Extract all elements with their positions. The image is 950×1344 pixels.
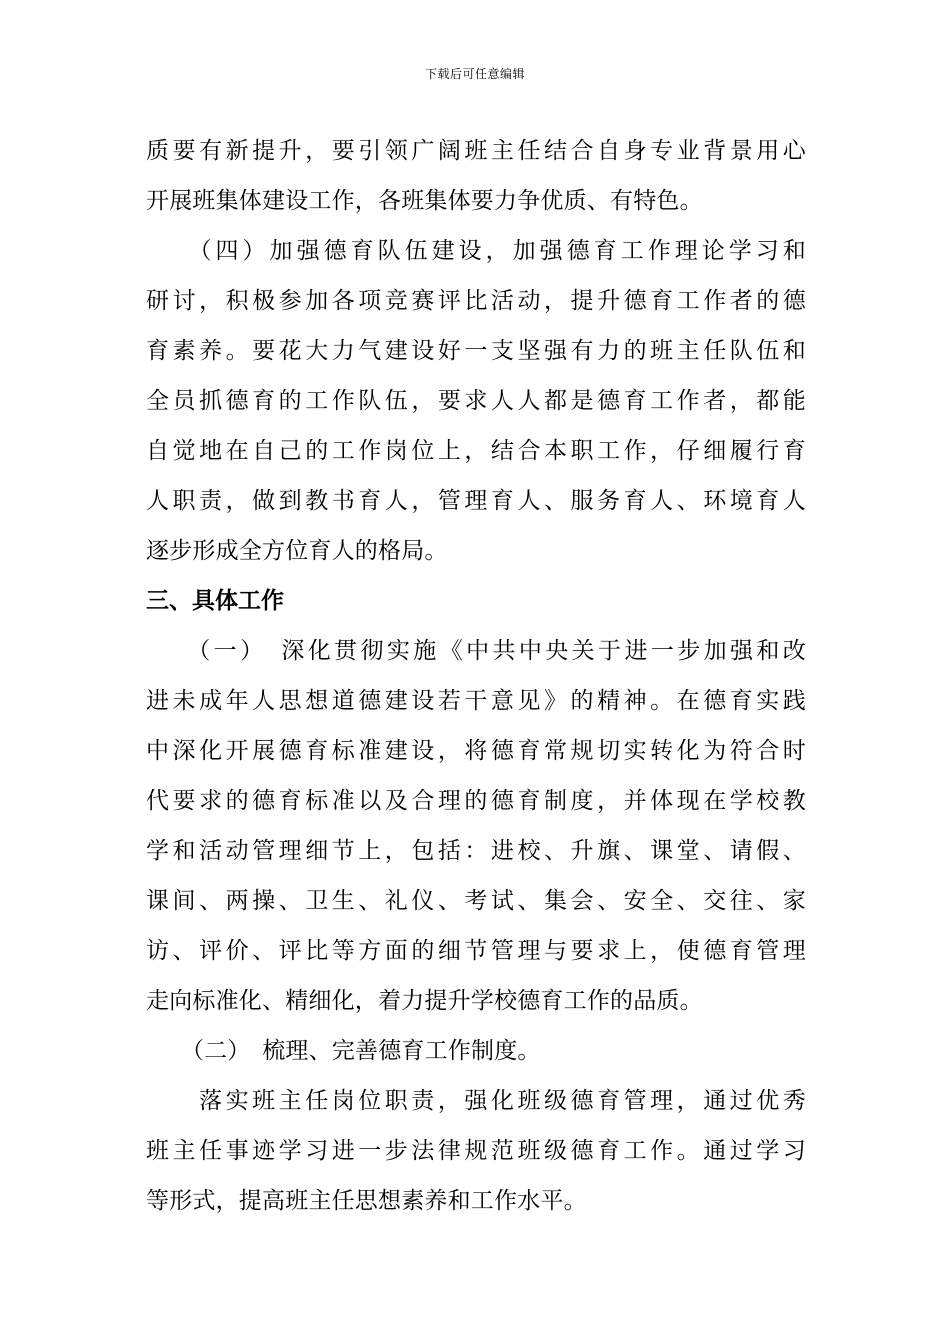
page-header: 下载后可任意编辑 [424,67,525,81]
paragraph-line: （四）加强德育队伍建设，加强德育工作理论学习和 [146,238,806,264]
paragraph-line: 自觉地在自己的工作岗位上，结合本职工作，仔细履行育 [146,438,806,464]
section-heading: 三、具体工作 [146,588,284,614]
paragraph-line: 学和活动管理细节上，包括：进校、升旗、课堂、请假、 [146,838,806,864]
paragraph-line: （一） 深化贯彻实施《中共中央关于进一步加强和改 [146,638,806,664]
paragraph-line: 进未成年人思想道德建设若干意见》的精神。在德育实践 [146,688,806,714]
document-body [146,126,806,1226]
paragraph-line: 育素养。要花大力气建设好一支坚强有力的班主任队伍和 [146,338,806,364]
paragraph-line: 访、评价、评比等方面的细节管理与要求上，使德育管理 [146,938,806,964]
paragraph-line: 逐步形成全方位育人的格局。 [146,538,448,564]
paragraph-line: 落实班主任岗位职责，强化班级德育管理，通过优秀 [146,1088,806,1114]
paragraph-line: 中深化开展德育标准建设，将德育常规切实转化为符合时 [146,738,806,764]
paragraph-line: 质要有新提升，要引领广阔班主任结合自身专业背景用心 [146,138,806,164]
paragraph-line: 开展班集体建设工作，各班集体要力争优质、有特色。 [146,188,703,214]
paragraph-line: 代要求的德育标准以及合理的德育制度，并体现在学校教 [146,788,806,814]
paragraph-line: 人职责，做到教书育人，管理育人、服务育人、环境育人 [146,488,806,514]
paragraph-line: 研讨，积极参加各项竞赛评比活动，提升德育工作者的德 [146,288,806,314]
paragraph-line: 等形式，提高班主任思想素养和工作水平。 [146,1188,587,1214]
paragraph-line: 全员抓德育的工作队伍，要求人人都是德育工作者，都能 [146,388,806,414]
paragraph-line: 班主任事迹学习进一步法律规范班级德育工作。通过学习 [146,1138,806,1164]
subsection-heading: （二） 梳理、完善德育工作制度。 [146,1038,541,1064]
paragraph-line: 课间、两操、卫生、礼仪、考试、集会、安全、交往、家 [146,888,806,914]
paragraph-line: 走向标准化、精细化，着力提升学校德育工作的品质。 [146,988,703,1014]
